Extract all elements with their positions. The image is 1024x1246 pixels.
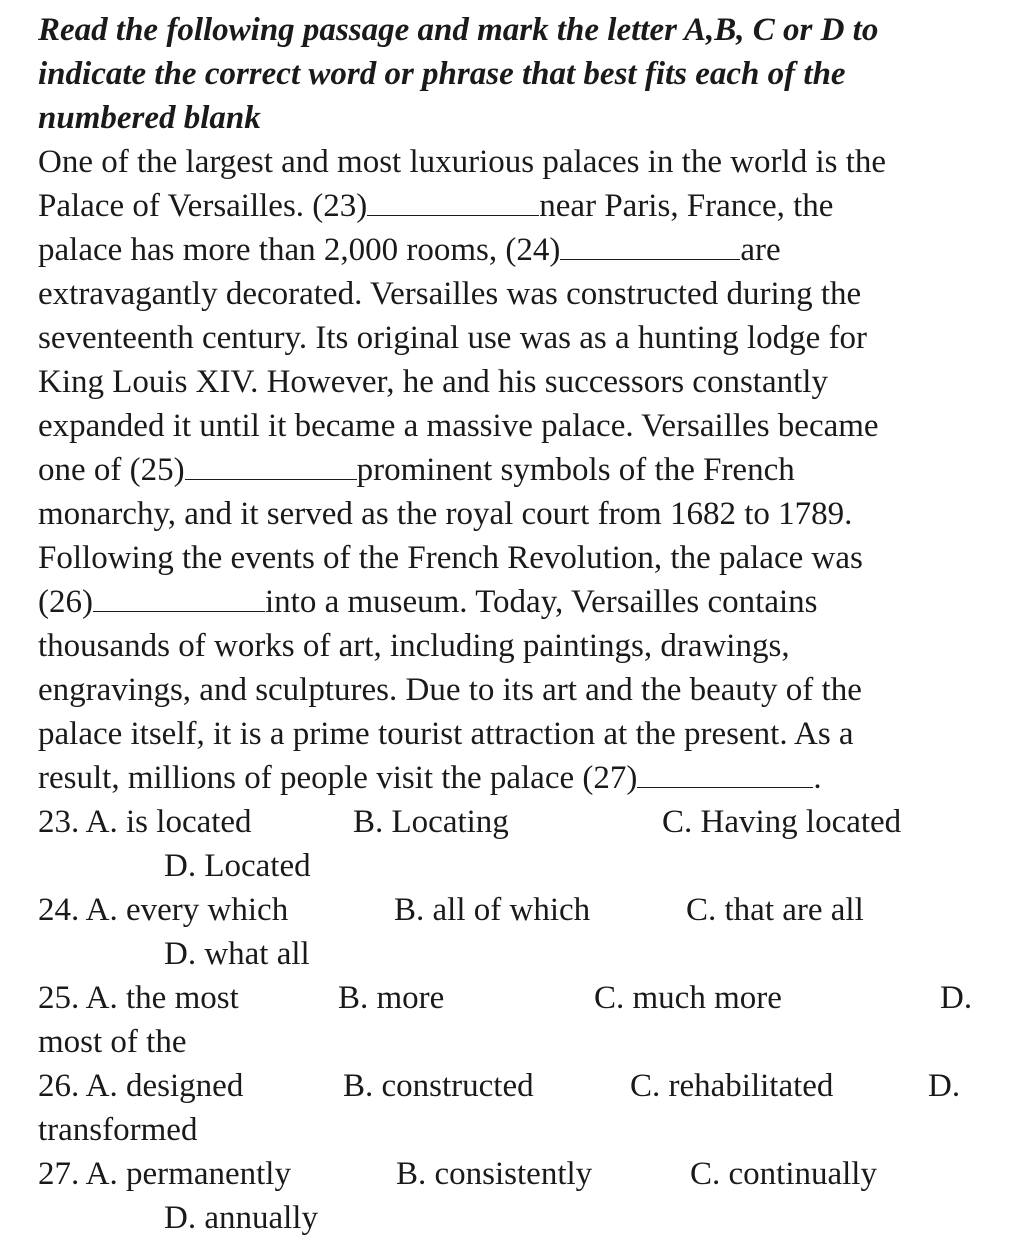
option-24b[interactable]: B. all of which xyxy=(394,892,591,928)
option-25d-text: most of the xyxy=(38,1024,187,1060)
blank-25 xyxy=(185,453,357,480)
option-25b[interactable]: B. more xyxy=(338,980,445,1016)
option-24a[interactable]: 24. A. every which xyxy=(38,892,289,928)
instruction-line: numbered blank xyxy=(38,100,261,136)
passage-line: One of the largest and most luxurious palaces in the world is the xyxy=(38,144,887,180)
passage-text: are xyxy=(740,232,781,268)
option-23a[interactable]: 23. A. is located xyxy=(38,804,252,840)
passage-text: . xyxy=(813,760,822,796)
passage-text: one of (25) xyxy=(38,452,185,488)
question-27-cont xyxy=(38,1196,998,1240)
option-24d[interactable]: D. what all xyxy=(164,936,310,972)
question-23-cont xyxy=(38,844,998,888)
passage-line: King Louis XIV. However, he and his successors constantly xyxy=(38,364,828,400)
question-25-cont xyxy=(38,1020,998,1064)
passage-line: extravagantly decorated. Versailles was constructed during the xyxy=(38,276,862,312)
passage-line: monarchy, and it served as the royal court from 1682 to 1789. xyxy=(38,496,853,532)
passage-line xyxy=(38,756,998,800)
option-23c[interactable]: C. Having located xyxy=(662,804,902,840)
passage-line: thousands of works of art, including paintings, drawings, xyxy=(38,628,790,664)
blank-24 xyxy=(560,233,740,260)
option-26b[interactable]: B. constructed xyxy=(343,1068,534,1104)
passage-line xyxy=(38,228,998,272)
option-27d[interactable]: D. annually xyxy=(164,1200,318,1236)
option-25d[interactable]: D. xyxy=(940,980,973,1016)
passage-text: result, millions of people visit the palace (27) xyxy=(38,760,638,796)
blank-23 xyxy=(367,189,539,216)
option-26d[interactable]: D. xyxy=(928,1068,961,1104)
option-27c[interactable]: C. continually xyxy=(690,1156,877,1192)
question-26 xyxy=(38,1064,998,1108)
passage-text: into a museum. Today, Versailles contains xyxy=(264,584,818,620)
passage-line: seventeenth century. Its original use was as a hunting lodge for xyxy=(38,320,868,356)
passage xyxy=(38,140,998,800)
option-26c[interactable]: C. rehabilitated xyxy=(630,1068,834,1104)
option-23d[interactable]: D. Located xyxy=(164,848,311,884)
passage-line: expanded it until it became a massive palace. Versailles became xyxy=(38,408,879,444)
instruction-line: indicate the correct word or phrase that best fits each of the xyxy=(38,56,846,92)
option-25c[interactable]: C. much more xyxy=(594,980,782,1016)
passage-text: (26) xyxy=(38,584,93,620)
option-23b[interactable]: B. Locating xyxy=(353,804,509,840)
question-23 xyxy=(38,800,998,844)
instruction xyxy=(38,8,998,140)
exercise-page xyxy=(38,8,998,1240)
question-26-cont xyxy=(38,1108,998,1152)
option-27a[interactable]: 27. A. permanently xyxy=(38,1156,291,1192)
question-27 xyxy=(38,1152,998,1196)
passage-text: prominent symbols of the French xyxy=(356,452,795,488)
question-24 xyxy=(38,888,998,932)
instruction-line: Read the following passage and mark the letter A,B, C or D to xyxy=(38,12,879,48)
passage-line xyxy=(38,448,998,492)
passage-line xyxy=(38,580,998,624)
blank-27 xyxy=(637,761,813,788)
option-27b[interactable]: B. consistently xyxy=(396,1156,593,1192)
passage-text: palace has more than 2,000 rooms, (24) xyxy=(38,232,561,268)
option-26d-text: transformed xyxy=(38,1112,198,1148)
passage-line: engravings, and sculptures. Due to its art and the beauty of the xyxy=(38,672,862,708)
question-24-cont xyxy=(38,932,998,976)
passage-line xyxy=(38,184,998,228)
option-24c[interactable]: C. that are all xyxy=(686,892,864,928)
blank-26 xyxy=(93,585,265,612)
question-25 xyxy=(38,976,998,1020)
passage-line: palace itself, it is a prime tourist attraction at the present. As a xyxy=(38,716,854,752)
option-26a[interactable]: 26. A. designed xyxy=(38,1068,244,1104)
questions xyxy=(38,800,998,1240)
passage-text: Palace of Versailles. (23) xyxy=(38,188,368,224)
passage-line: Following the events of the French Revolution, the palace was xyxy=(38,540,863,576)
option-25a[interactable]: 25. A. the most xyxy=(38,980,239,1016)
passage-text: near Paris, France, the xyxy=(539,188,834,224)
